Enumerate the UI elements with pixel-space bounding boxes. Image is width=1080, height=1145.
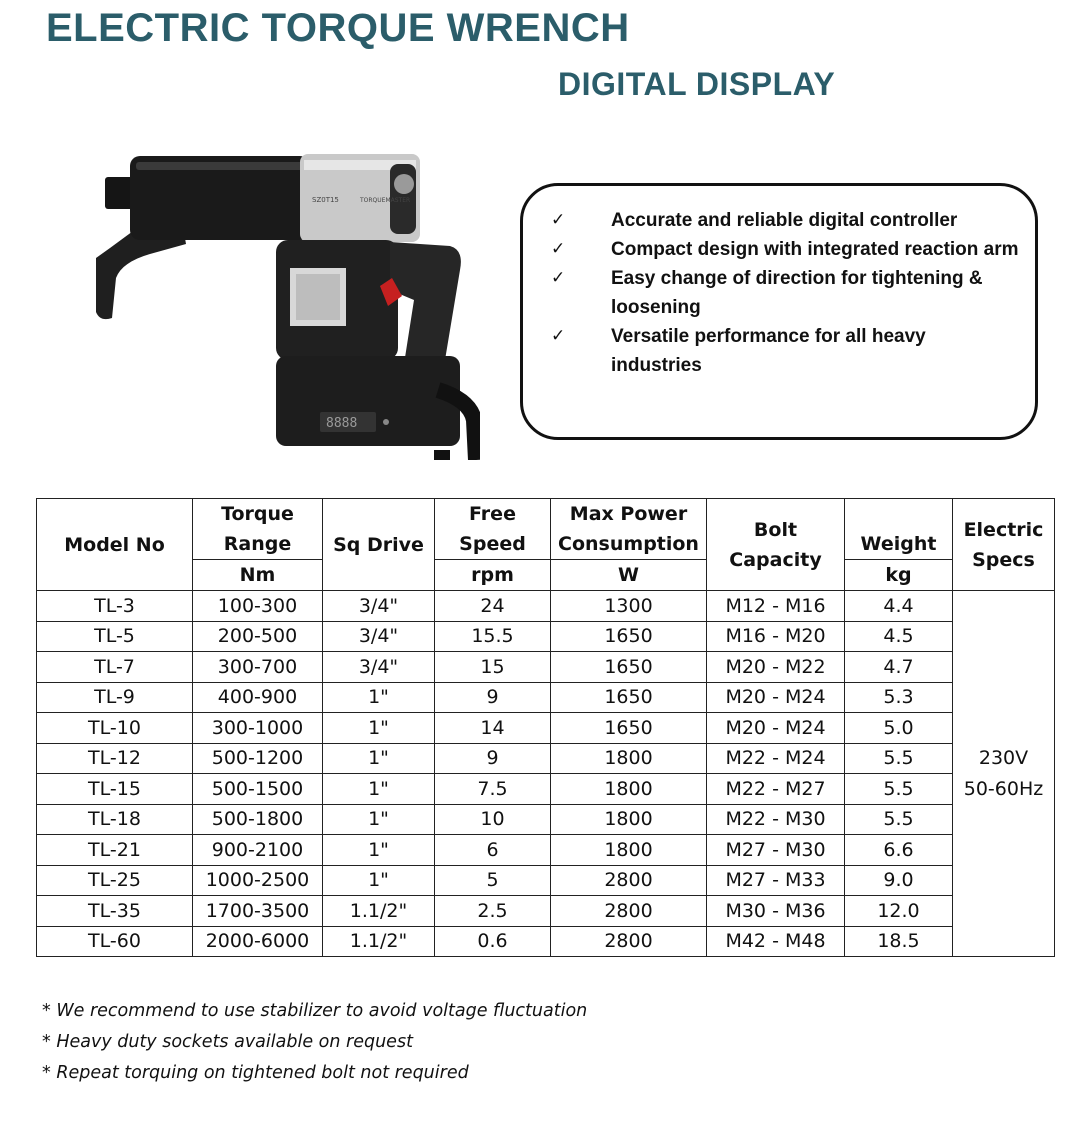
cell-speed: 7.5 bbox=[435, 774, 551, 805]
table-body bbox=[37, 591, 1055, 957]
cell-model: TL-25 bbox=[37, 865, 193, 896]
cell-power: 2800 bbox=[551, 926, 707, 957]
cell-speed: 9 bbox=[435, 682, 551, 713]
cell-weight: 18.5 bbox=[845, 926, 953, 957]
cell-model: TL-12 bbox=[37, 743, 193, 774]
cell-weight: 5.0 bbox=[845, 713, 953, 744]
electric-torque-wrench-photo bbox=[90, 150, 480, 460]
cell-model: TL-21 bbox=[37, 835, 193, 866]
col-header-bolt: Bolt Capacity bbox=[707, 499, 845, 591]
cell-bolt: M20 - M22 bbox=[707, 652, 845, 683]
cell-bolt: M20 - M24 bbox=[707, 713, 845, 744]
display-base bbox=[276, 356, 460, 446]
cell-power: 1800 bbox=[551, 804, 707, 835]
cell-weight: 5.5 bbox=[845, 804, 953, 835]
table-row bbox=[37, 743, 1055, 774]
cell-torque: 500-1500 bbox=[193, 774, 323, 805]
feature-text: Accurate and reliable digital controller bbox=[611, 210, 958, 231]
col-unit-weight: kg bbox=[845, 560, 953, 591]
table-row bbox=[37, 926, 1055, 957]
cell-power: 1650 bbox=[551, 682, 707, 713]
cell-bolt: M27 - M33 bbox=[707, 865, 845, 896]
note-item: * Repeat torquing on tightened bolt not required bbox=[42, 1063, 469, 1083]
cell-speed: 14 bbox=[435, 713, 551, 744]
cell-speed: 0.6 bbox=[435, 926, 551, 957]
note-item: * We recommend to use stabilizer to avoid voltage fluctuation bbox=[42, 1001, 588, 1021]
cell-power: 1650 bbox=[551, 713, 707, 744]
table-row bbox=[37, 652, 1055, 683]
check-icon: ✓ bbox=[551, 239, 566, 259]
cell-weight: 5.3 bbox=[845, 682, 953, 713]
table-row bbox=[37, 774, 1055, 805]
note-item: * Heavy duty sockets available on request bbox=[42, 1032, 413, 1052]
col-unit-torque: Nm bbox=[193, 560, 323, 591]
cell-weight: 4.4 bbox=[845, 591, 953, 622]
table-header bbox=[37, 499, 1055, 591]
table-row bbox=[37, 682, 1055, 713]
col-header-weight: Weight bbox=[845, 499, 953, 560]
cell-drive: 1" bbox=[323, 774, 435, 805]
col-unit-power: W bbox=[551, 560, 707, 591]
cell-drive: 1" bbox=[323, 804, 435, 835]
col-header-power: Max Power Consumption bbox=[551, 499, 707, 560]
col-header-drive: Sq Drive bbox=[323, 499, 435, 591]
features-box bbox=[520, 183, 1038, 440]
table-row bbox=[37, 896, 1055, 927]
table-row bbox=[37, 713, 1055, 744]
table-row bbox=[37, 591, 1055, 622]
page-subtitle: DIGITAL DISPLAY bbox=[558, 66, 836, 102]
check-icon: ✓ bbox=[551, 326, 566, 346]
cell-model: TL-9 bbox=[37, 682, 193, 713]
cell-power: 1300 bbox=[551, 591, 707, 622]
cell-drive: 1.1/2" bbox=[323, 896, 435, 927]
table-row bbox=[37, 865, 1055, 896]
cell-power: 1800 bbox=[551, 835, 707, 866]
specs-table bbox=[36, 498, 1055, 957]
cell-speed: 9 bbox=[435, 743, 551, 774]
check-icon: ✓ bbox=[551, 268, 566, 288]
cell-bolt: M30 - M36 bbox=[707, 896, 845, 927]
svg-text:SZ0T15: SZ0T15 bbox=[312, 196, 339, 204]
electric-voltage: 230V bbox=[978, 746, 1029, 769]
table-row bbox=[37, 835, 1055, 866]
cell-drive: 1" bbox=[323, 743, 435, 774]
cell-torque: 300-1000 bbox=[193, 713, 323, 744]
cell-speed: 15.5 bbox=[435, 621, 551, 652]
cell-speed: 5 bbox=[435, 865, 551, 896]
cell-model: TL-5 bbox=[37, 621, 193, 652]
cell-bolt: M22 - M24 bbox=[707, 743, 845, 774]
cell-weight: 5.5 bbox=[845, 743, 953, 774]
page-title: ELECTRIC TORQUE WRENCH bbox=[46, 6, 630, 50]
feature-item bbox=[551, 206, 1021, 235]
notes bbox=[42, 996, 587, 1089]
cell-drive: 1.1/2" bbox=[323, 926, 435, 957]
cell-drive: 1" bbox=[323, 682, 435, 713]
feature-item bbox=[551, 264, 1021, 322]
cell-torque: 200-500 bbox=[193, 621, 323, 652]
cell-power: 2800 bbox=[551, 865, 707, 896]
cell-torque: 900-2100 bbox=[193, 835, 323, 866]
cell-power: 1800 bbox=[551, 743, 707, 774]
cell-torque: 100-300 bbox=[193, 591, 323, 622]
cell-drive: 1" bbox=[323, 713, 435, 744]
svg-text:8888: 8888 bbox=[326, 416, 358, 431]
cell-weight: 4.5 bbox=[845, 621, 953, 652]
check-icon: ✓ bbox=[551, 210, 566, 230]
feature-text: Compact design with integrated reaction arm bbox=[611, 239, 1019, 260]
cell-drive: 3/4" bbox=[323, 621, 435, 652]
col-header-electric: Electric Specs bbox=[953, 499, 1055, 591]
cell-electric-specs bbox=[953, 591, 1055, 957]
cell-speed: 6 bbox=[435, 835, 551, 866]
cell-drive: 1" bbox=[323, 865, 435, 896]
cell-speed: 10 bbox=[435, 804, 551, 835]
cell-speed: 2.5 bbox=[435, 896, 551, 927]
col-header-torque: Torque Range bbox=[193, 499, 323, 560]
cell-bolt: M22 - M30 bbox=[707, 804, 845, 835]
cell-bolt: M20 - M24 bbox=[707, 682, 845, 713]
cell-drive: 1" bbox=[323, 835, 435, 866]
col-unit-speed: rpm bbox=[435, 560, 551, 591]
col-header-speed: Free Speed bbox=[435, 499, 551, 560]
cell-weight: 12.0 bbox=[845, 896, 953, 927]
cell-speed: 24 bbox=[435, 591, 551, 622]
feature-item bbox=[551, 235, 1021, 264]
feature-text: Easy change of direction for tightening & loosening bbox=[611, 268, 983, 318]
cell-speed: 15 bbox=[435, 652, 551, 683]
cell-torque: 400-900 bbox=[193, 682, 323, 713]
cell-torque: 300-700 bbox=[193, 652, 323, 683]
cell-model: TL-3 bbox=[37, 591, 193, 622]
cell-torque: 1000-2500 bbox=[193, 865, 323, 896]
feature-item bbox=[551, 322, 1021, 380]
cell-drive: 3/4" bbox=[323, 652, 435, 683]
cell-weight: 6.6 bbox=[845, 835, 953, 866]
cell-model: TL-15 bbox=[37, 774, 193, 805]
table-row bbox=[37, 804, 1055, 835]
table-row bbox=[37, 621, 1055, 652]
cell-model: TL-10 bbox=[37, 713, 193, 744]
cell-bolt: M42 - M48 bbox=[707, 926, 845, 957]
cell-bolt: M12 - M16 bbox=[707, 591, 845, 622]
cell-power: 1650 bbox=[551, 621, 707, 652]
cell-bolt: M16 - M20 bbox=[707, 621, 845, 652]
cell-weight: 4.7 bbox=[845, 652, 953, 683]
electric-frequency: 50-60Hz bbox=[963, 777, 1044, 800]
cell-bolt: M22 - M27 bbox=[707, 774, 845, 805]
cell-torque: 500-1200 bbox=[193, 743, 323, 774]
cell-torque: 1700-3500 bbox=[193, 896, 323, 927]
col-header-model: Model No bbox=[37, 499, 193, 591]
cell-model: TL-7 bbox=[37, 652, 193, 683]
cell-model: TL-60 bbox=[37, 926, 193, 957]
features-list bbox=[551, 206, 1021, 380]
cell-weight: 5.5 bbox=[845, 774, 953, 805]
cell-power: 1800 bbox=[551, 774, 707, 805]
cell-bolt: M27 - M30 bbox=[707, 835, 845, 866]
cell-torque: 2000-6000 bbox=[193, 926, 323, 957]
feature-text: Versatile performance for all heavy industries bbox=[611, 326, 926, 376]
cell-weight: 9.0 bbox=[845, 865, 953, 896]
cell-torque: 500-1800 bbox=[193, 804, 323, 835]
cell-power: 2800 bbox=[551, 896, 707, 927]
cell-model: TL-35 bbox=[37, 896, 193, 927]
cell-power: 1650 bbox=[551, 652, 707, 683]
cell-drive: 3/4" bbox=[323, 591, 435, 622]
cell-model: TL-18 bbox=[37, 804, 193, 835]
svg-text:TORQUEMASTER: TORQUEMASTER bbox=[360, 197, 411, 204]
